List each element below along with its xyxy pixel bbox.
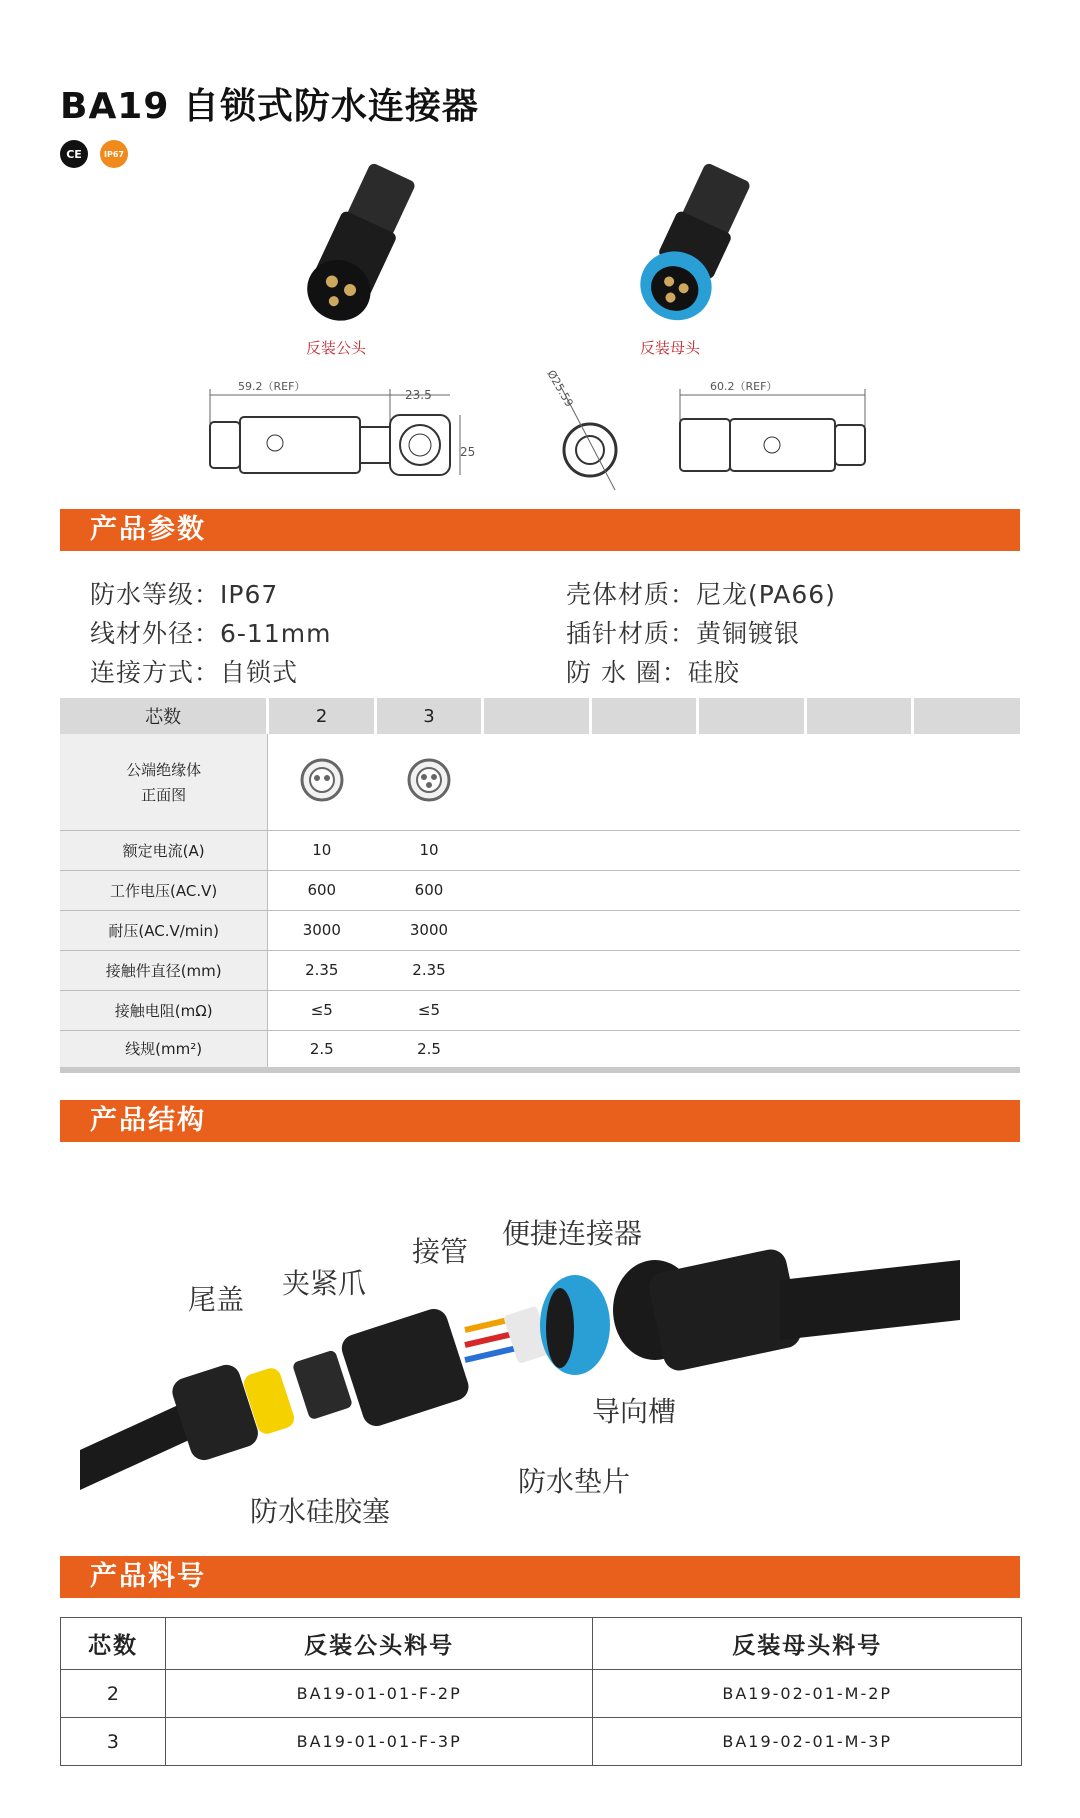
row-label: 接触电阻(mΩ): [60, 990, 268, 1030]
row-label: 额定电流(A): [60, 830, 268, 870]
spec-waterproof: 防水等级：IP67: [90, 580, 279, 609]
cell-female-part: BA19-02-01-M-2P: [593, 1670, 1022, 1718]
label-gasket: 防水垫片: [518, 1465, 631, 1498]
empty-cell: [483, 830, 1020, 870]
structure-section-header: 产品结构: [60, 1100, 1020, 1142]
row-value: ≤5: [375, 990, 482, 1030]
cell-cores: 2: [61, 1670, 166, 1718]
table-row: [60, 830, 1020, 870]
table-row: [60, 950, 1020, 990]
face-2pin: [268, 734, 375, 830]
table-row: [60, 990, 1020, 1030]
face-view-label: [60, 734, 268, 830]
row-value: 600: [375, 870, 482, 910]
row-value: 10: [268, 830, 375, 870]
part-section-header: 产品料号: [60, 1556, 1020, 1598]
row-value: 10: [375, 830, 482, 870]
header-col-3: 3: [375, 698, 482, 734]
dim-height: 25: [460, 445, 476, 459]
spec-housing: 壳体材质：尼龙(PA66): [566, 580, 836, 609]
row-label: 工作电压(AC.V): [60, 870, 268, 910]
header-female-part: 反装母头料号: [593, 1618, 1022, 1670]
row-value: 2.5: [375, 1030, 482, 1070]
male-connector-image: [290, 155, 430, 335]
dim-length-male: 59.2（REF）: [238, 380, 306, 393]
header-empty: [805, 698, 912, 734]
row-value: 2.5: [268, 1030, 375, 1070]
label-guide-slot: 导向槽: [592, 1395, 677, 1428]
female-connector-image: [625, 155, 765, 335]
insulator-3pin-icon: [406, 757, 452, 803]
header-empty: [483, 698, 590, 734]
label-seal-plug: 防水硅胶塞: [250, 1495, 391, 1528]
label-pipe: 接管: [412, 1235, 469, 1268]
header-cores: 芯数: [60, 698, 268, 734]
male-caption: 反装公头: [305, 339, 366, 357]
cell-male-part: BA19-01-01-F-3P: [165, 1718, 593, 1766]
row-value: ≤5: [268, 990, 375, 1030]
label-tail-cap: 尾盖: [188, 1283, 245, 1316]
row-label: 耐压(AC.V/min): [60, 910, 268, 950]
table-row: [60, 870, 1020, 910]
header-empty: [913, 698, 1020, 734]
cell-female-part: BA19-02-01-M-3P: [593, 1718, 1022, 1766]
page-title: BA19 自锁式防水连接器: [60, 86, 479, 127]
table-row: [60, 1030, 1020, 1070]
table-row: [61, 1718, 1022, 1766]
ip67-badge-icon: IP67: [100, 140, 128, 168]
empty-cell: [483, 1030, 1020, 1070]
spec-cable-diameter: 线材外径：6-11mm: [90, 619, 332, 648]
spec-pin: 插针材质：黄铜镀银: [566, 619, 801, 648]
label-quick-connector: 便捷连接器: [502, 1217, 643, 1250]
empty-cell: [483, 870, 1020, 910]
header-cores: 芯数: [61, 1618, 166, 1670]
header-col-2: 2: [268, 698, 375, 734]
header-male-part: 反装公头料号: [165, 1618, 593, 1670]
dim-diameter: Ø25.59: [544, 367, 576, 410]
dim-width: 23.5: [405, 388, 432, 402]
header-empty: [590, 698, 697, 734]
table-row: [61, 1670, 1022, 1718]
part-number-table: [60, 1617, 1022, 1766]
params-section-header: 产品参数: [60, 509, 1020, 551]
row-value: 2.35: [375, 950, 482, 990]
spec-connection: 连接方式：自锁式: [90, 658, 299, 687]
table-row: [60, 910, 1020, 950]
cell-cores: 3: [61, 1718, 166, 1766]
row-label: 线规(mm²): [60, 1030, 268, 1070]
part-table-header: [61, 1618, 1022, 1670]
params-table: [60, 698, 1020, 1073]
table-row: [60, 734, 1020, 830]
face-label-line1: 公端绝缘体: [126, 760, 202, 779]
empty-cell: [483, 950, 1020, 990]
ce-mark-icon: CE: [60, 140, 88, 168]
label-clamp: 夹紧爪: [282, 1267, 367, 1300]
header-empty: [698, 698, 805, 734]
face-label-line2: 正面图: [141, 785, 187, 804]
spec-seal: 防 水 圈：硅胶: [566, 658, 740, 687]
params-table-header: [60, 698, 1020, 734]
empty-cell: [483, 734, 1020, 830]
row-value: 3000: [268, 910, 375, 950]
exploded-structure-diagram: [80, 1220, 960, 1500]
row-value: 3000: [375, 910, 482, 950]
face-3pin: [375, 734, 482, 830]
row-label: 接触件直径(mm): [60, 950, 268, 990]
row-value: 2.35: [268, 950, 375, 990]
empty-cell: [483, 910, 1020, 950]
insulator-2pin-icon: [299, 757, 345, 803]
cell-male-part: BA19-01-01-F-2P: [165, 1670, 593, 1718]
female-caption: 反装母头: [639, 339, 700, 357]
row-value: 600: [268, 870, 375, 910]
dim-length-female: 60.2（REF）: [710, 380, 778, 393]
empty-cell: [483, 990, 1020, 1030]
